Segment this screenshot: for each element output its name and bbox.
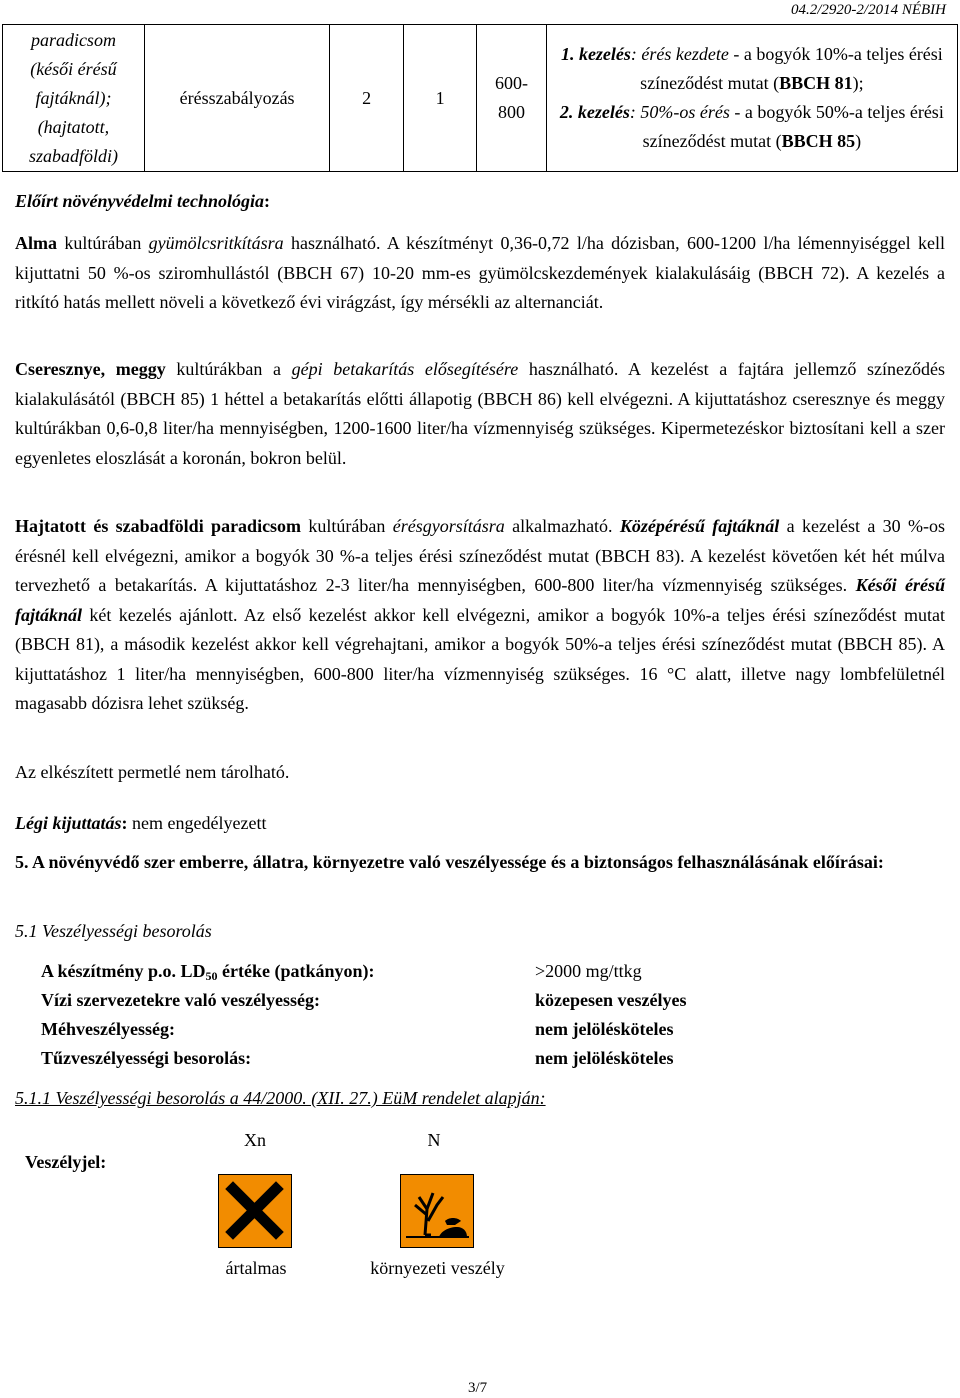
water-line: 600- <box>495 73 529 93</box>
environment-hazard-icon <box>400 1174 474 1248</box>
note-treatment-1: 1. kezelés: érés kezdete - a bogyók 10%-a teljes érési színeződést mutat (BBCH 81); <box>560 44 943 93</box>
n-code: N <box>427 1130 441 1150</box>
xn-name: ártalmas <box>225 1258 287 1278</box>
aerial-application: Légi kijuttatás: nem engedélyezett <box>15 813 267 833</box>
paragraph-cherry: Cseresznye, meggy kultúrákban a gépi betakarítás elősegítésére használható. A kezelést a fajtára jellemző színeződés kialakulásától (BBCH 85) 1 héttel a betakarítás előtti állapotig (BBCH 86) kell elvégezni. A kijuttatáshoz cseresznye és meggy kultúrákban 0,6-0,8 liter/ha mennyiségben, 1200-1600 liter/ha vízmennyiség szükséges. Kipermetezéskor biztosítani kell a szer egyenletes eloszlását a koronán, bokron belül. <box>15 359 946 468</box>
crop-line: fajtáknál); <box>35 87 112 108</box>
hazard-value-fire: nem jelölésköteles <box>535 1048 674 1068</box>
note-cell <box>546 25 957 172</box>
section-5-1-1-heading: 5.1.1 Veszélyességi besorolás a 44/2000. (XII. 27.) EüM rendelet alapján: <box>15 1088 546 1108</box>
hazard-key-aquatic: Vízi szervezetekre való veszélyesség: <box>41 990 321 1010</box>
page-number: 3/7 <box>468 1380 488 1396</box>
hazard-key-ld50: A készítmény p.o. $LD_{50}$ értéke (patkányon): <box>41 961 375 983</box>
tech-heading: Előírt növényvédelmi technológia: <box>15 191 270 211</box>
note-treatment-2: 2. kezelés: 50%-os érés - a bogyók 50%-a teljes érési színeződést mutat (BBCH 85) <box>559 102 944 151</box>
water-cell <box>477 25 546 172</box>
xn-code: Xn <box>244 1130 266 1150</box>
hazard-value-bee: nem jelölésköteles <box>535 1019 674 1039</box>
hazard-symbol-label: Veszélyjel: <box>25 1152 107 1172</box>
hazard-value-ld50: >2000 mg/ttkg <box>535 961 642 981</box>
hazard-key-fire: Tűzveszélyességi besorolás: <box>41 1048 252 1068</box>
harmful-x-icon <box>218 1174 292 1248</box>
hazard-value-aquatic: közepesen veszélyes <box>535 990 687 1010</box>
hazard-key-bee: Méhveszélyesség: <box>41 1019 175 1039</box>
usage-table <box>2 24 958 172</box>
paragraph-tomato: Hajtatott és szabadföldi paradicsom kultúrában érésgyorsításra alkalmazható. Középérésű fajtáknál a kezelést a 30 %-os érésnél kell elvégezni, amikor a bogyók 30 %-a teljes érési színeződést mutat (BBCH 83). A kezelést követően két hét múlva tervezhető a betakarítás. A kijuttatáshoz 2-3 liter/ha mennyiségben, 600-800 liter/ha vízmennyiség szükséges. Késői érésű fajtáknál két kezelés ajánlott. Az első kezelést akkor kell elvégezni, amikor a bogyók 10%-a teljes érési színeződést mutat (BBCH 81), a második kezelést akkor kell végrehajtani, amikor a bogyók 50%-a teljes érési színeződést mutat (BBCH 85). A kijuttatáshoz 1 liter/ha mennyiségben, 600-800 liter/ha vízmennyiség szükséges. 16 °C alatt, illetve nagy lombfelületnél magasabb dózisra lehet szükség. <box>15 516 946 713</box>
crop-line: szabadföldi) <box>28 145 118 166</box>
purpose-cell: érésszabályozás <box>144 25 329 172</box>
crop-line: paradicsom <box>30 29 116 50</box>
document-reference: 04.2/2920-2/2014 NÉBIH <box>791 2 946 18</box>
water-line: 800 <box>498 102 526 122</box>
dose-cell: 2 <box>330 25 404 172</box>
paragraph-apple: Alma kultúrában gyümölcsritkításra használható. A készítményt 0,36-0,72 l/ha dózisban, 600-1200 l/ha lémennyiséggel kell kijuttatni 50 %-os sziromhullástól (BBCH 67) 10-20 mm-es gyümölcskezdemények kialakulásáig (BBCH 72). A kezelés a ritkító hatás mellett növeli a következő évi virágzást, így mérsékli az alternanciát. <box>15 233 945 312</box>
section-5-1-heading: 5.1 Veszélyességi besorolás <box>15 921 212 941</box>
treatments-cell: 1 <box>403 25 477 172</box>
table-row <box>3 25 958 172</box>
crop-cell <box>3 25 145 172</box>
paragraph-storage: Az elkészített permetlé nem tárolható. <box>15 762 290 782</box>
crop-line: (hajtatott, <box>37 116 110 137</box>
section-5-heading: 5. A növényvédő szer emberre, állatra, környezetre való veszélyessége és a biztonságos felhasználásának előírásai: <box>15 852 884 872</box>
n-name: környezeti veszély <box>370 1258 505 1278</box>
crop-line: (késői érésű <box>30 58 117 79</box>
